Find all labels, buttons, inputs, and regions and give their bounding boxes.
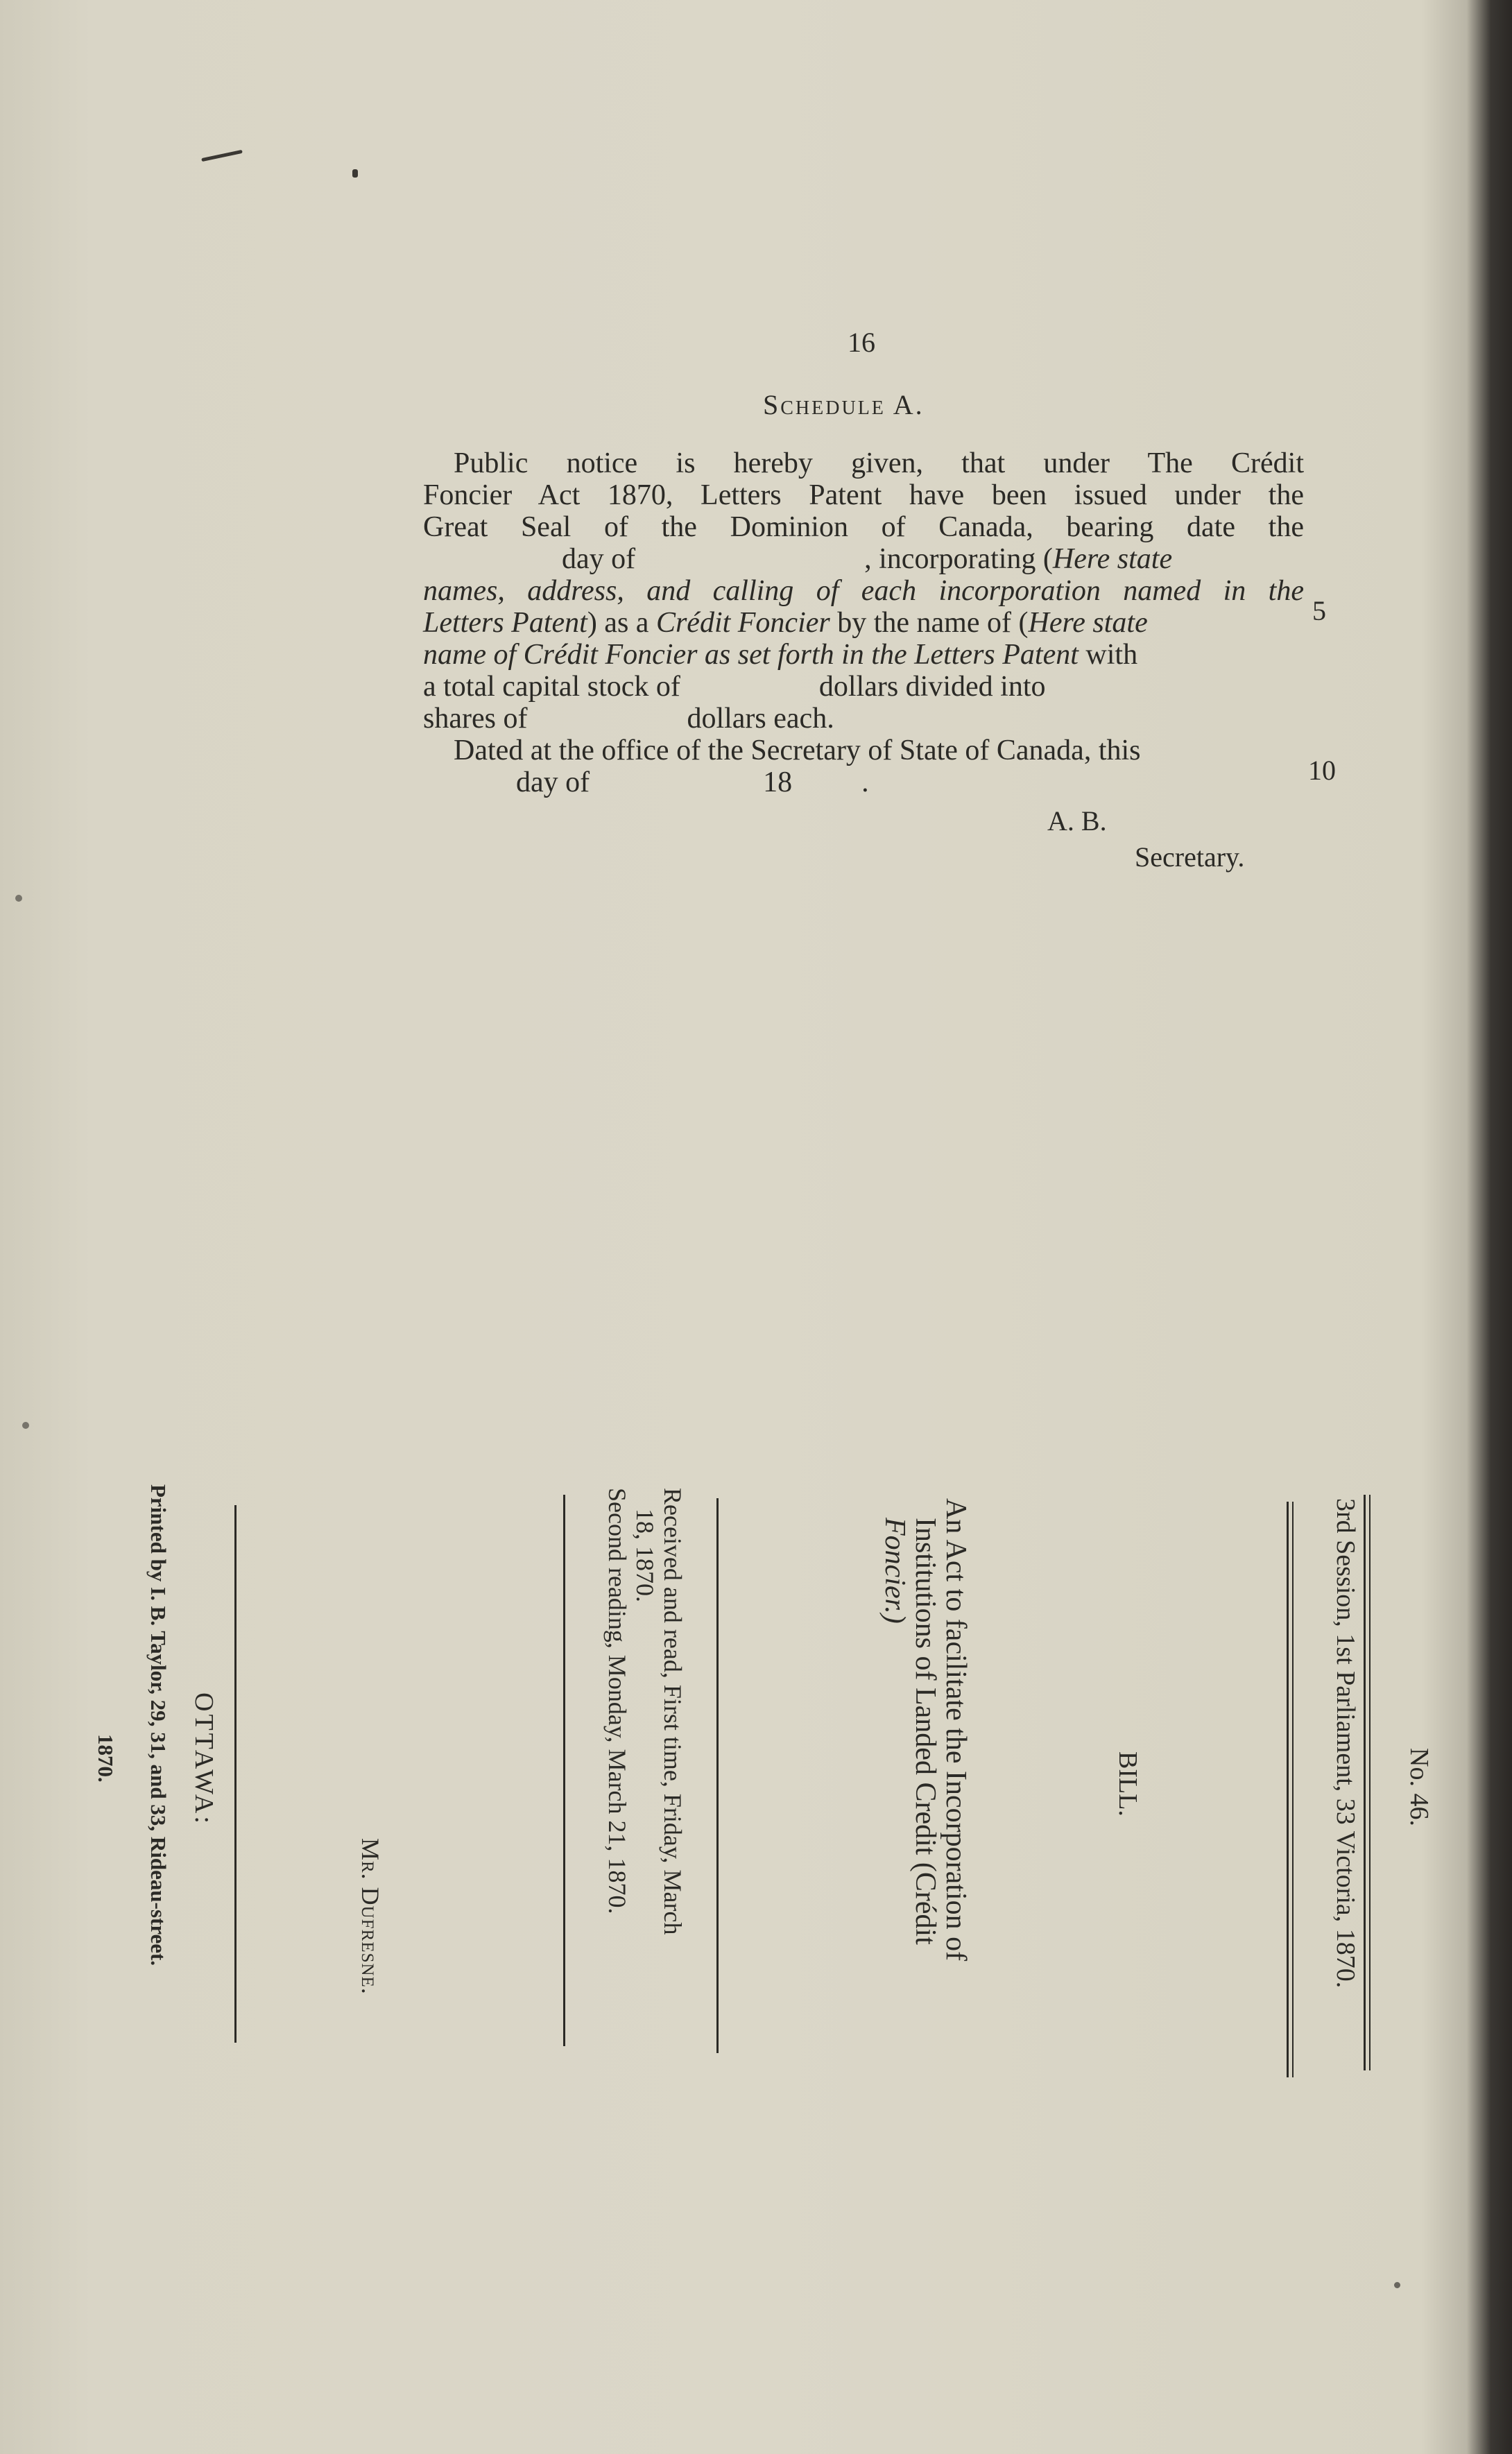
rule bbox=[234, 1505, 237, 2043]
notice-line: Public notice is hereby given, that under The Crédit bbox=[454, 447, 1304, 479]
notice-line: Dated at the office of the Secretary of State of Canada, this bbox=[454, 735, 1141, 766]
line-number: 5 bbox=[1312, 595, 1326, 626]
notice-line: names, address, and calling of each incorporation named in the bbox=[423, 575, 1304, 607]
notice-line: Great Seal of the Dominion of Canada, bearing date the bbox=[423, 511, 1304, 543]
rule bbox=[563, 1495, 565, 2046]
public-notice bbox=[423, 447, 1304, 798]
print-year: 1870. bbox=[94, 1734, 118, 1783]
notice-line: a total capital stock of dollars divided into bbox=[423, 671, 1046, 703]
ink-mark bbox=[22, 1422, 29, 1429]
rule bbox=[1292, 1502, 1294, 2077]
notice-line: name of Crédit Foncier as set forth in the Letters Patent with bbox=[423, 639, 1138, 671]
notice-line: Foncier Act 1870, Letters Patent have been issued under the bbox=[423, 479, 1304, 511]
place: OTTAWA: bbox=[189, 1692, 218, 1826]
session-line: 3rd Session, 1st Parliament, 33 Victoria, 1870. bbox=[1331, 1498, 1360, 1989]
bill-title: An Act to facilitate the Incorporation of Institutions of Landed Credit (Crédit Foncier.) bbox=[879, 1498, 972, 1962]
ink-mark bbox=[15, 895, 22, 902]
bill-number: No. 46. bbox=[1404, 1748, 1434, 1826]
notice-line: day of 18 . bbox=[516, 766, 869, 798]
rule bbox=[1287, 1502, 1289, 2077]
signature-title: Secretary. bbox=[1135, 841, 1245, 873]
rule bbox=[1364, 1495, 1366, 2070]
printer: Printed by I. B. Taylor, 29, 31, and 33, Rideau-street. bbox=[146, 1484, 171, 1966]
notice-line: shares of dollars each. bbox=[423, 703, 834, 735]
ink-mark bbox=[1394, 2282, 1400, 2288]
notice-line: Letters Patent) as a Crédit Foncier by the name of (Here state bbox=[423, 607, 1148, 639]
sponsor: Mr. Dufresne. bbox=[356, 1838, 384, 1995]
line-number: 10 bbox=[1308, 755, 1336, 786]
page-number: 16 bbox=[848, 327, 875, 358]
schedule-heading: Schedule A. bbox=[763, 389, 925, 420]
notice-line: day of , incorporating (Here state bbox=[562, 543, 1173, 575]
reading-record: Received and read, First time, Friday, March 18, 1870. Second reading, Monday, March 21, 1870. bbox=[603, 1488, 687, 1935]
signature-initials: A. B. bbox=[1047, 805, 1107, 836]
ink-mark bbox=[352, 169, 358, 178]
rule bbox=[716, 1498, 719, 2053]
ink-mark bbox=[201, 150, 243, 162]
bill-label: BILL. bbox=[1113, 1751, 1142, 1817]
rule bbox=[1369, 1495, 1371, 2070]
